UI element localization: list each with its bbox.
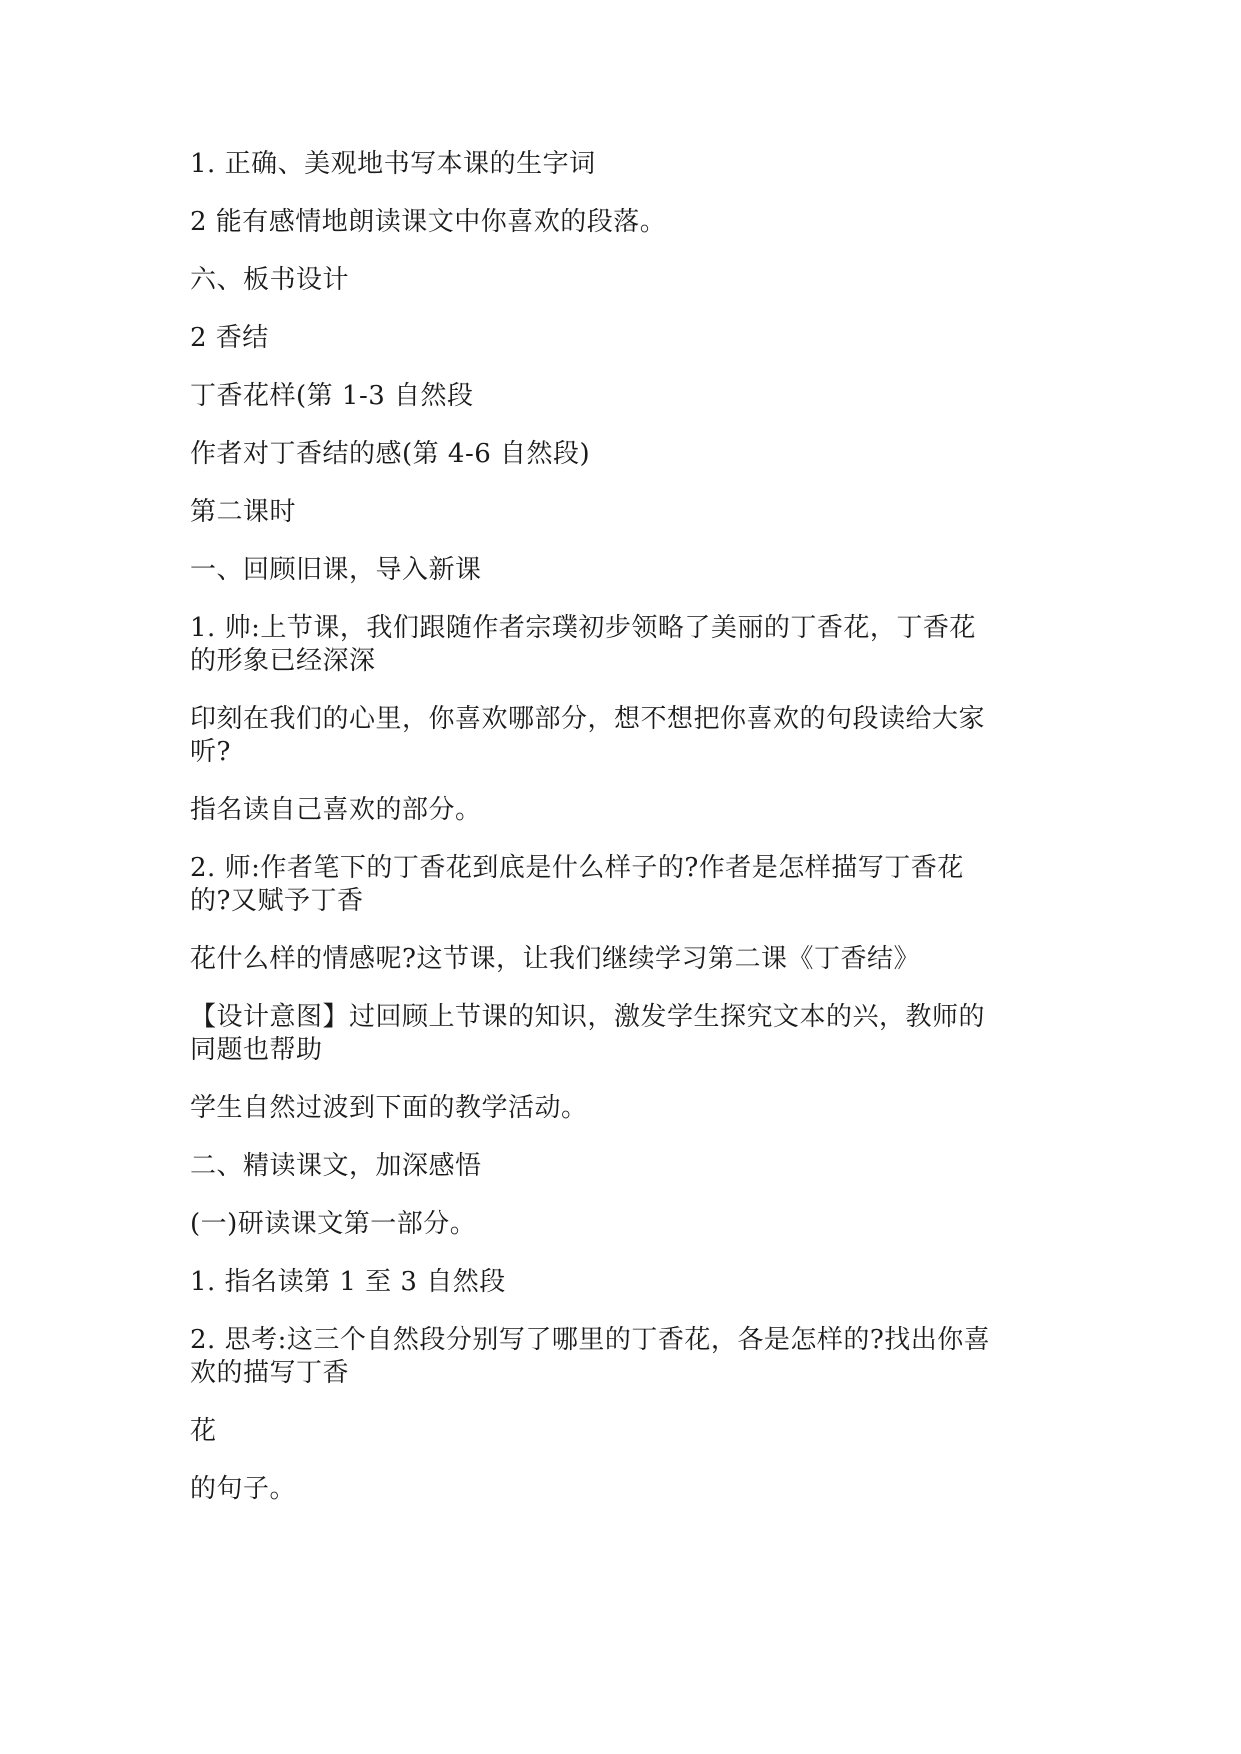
text-line: 的形象已经深深	[190, 646, 376, 676]
paragraph	[190, 1001, 1060, 1067]
paragraph	[190, 380, 1060, 413]
paragraph	[190, 264, 1060, 297]
text-line: 二、精读课文，加深感悟	[190, 1151, 482, 1181]
text-line: 同题也帮助	[190, 1035, 323, 1065]
paragraph	[190, 438, 1060, 471]
text-line: 【设计意图】过回顾上节课的知识，激发学生探究文本的兴，教师的	[190, 1002, 986, 1032]
text-line: 丁香花样(第 1-3 自然段	[190, 381, 474, 411]
paragraph	[190, 1473, 1060, 1506]
paragraph	[190, 496, 1060, 529]
text-line: 一、回顾旧课，导入新课	[190, 555, 482, 585]
paragraph	[190, 1092, 1060, 1125]
text-line: 的句子。	[190, 1474, 297, 1504]
paragraph	[190, 852, 1060, 918]
paragraph	[190, 794, 1060, 827]
document-body	[190, 148, 1060, 1531]
text-line: (一)研读课文第一部分。	[190, 1209, 477, 1239]
paragraph	[190, 1324, 1060, 1390]
text-line: 第二课时	[190, 497, 297, 527]
paragraph	[190, 148, 1060, 181]
text-line: 1. 指名读第 1 至 3 自然段	[190, 1267, 506, 1297]
text-line: 印刻在我们的心里，你喜欢哪部分，想不想把你喜欢的句段读给大家	[190, 704, 986, 734]
text-line: 1. 帅:上节课，我们跟随作者宗璞初步领略了美丽的丁香花，丁香花	[190, 613, 976, 643]
text-line: 1. 正确、美观地书写本课的生字词	[190, 149, 596, 179]
paragraph	[190, 1150, 1060, 1183]
text-line: 学生自然过波到下面的教学活动。	[190, 1093, 588, 1123]
paragraph	[190, 612, 1060, 678]
text-line: 2 能有感情地朗读课文中你喜欢的段落。	[190, 207, 667, 237]
paragraph	[190, 703, 1060, 769]
text-line: 花	[190, 1416, 217, 1446]
paragraph	[190, 1415, 1060, 1448]
paragraph	[190, 1266, 1060, 1299]
paragraph	[190, 554, 1060, 587]
text-line: 的?又赋予丁香	[190, 886, 364, 916]
text-line: 2. 思考:这三个自然段分别写了哪里的丁香花，各是怎样的?找出你喜	[190, 1325, 991, 1355]
text-line: 六、板书设计	[190, 265, 350, 295]
text-line: 欢的描写丁香	[190, 1358, 350, 1388]
text-line: 2 香结	[190, 323, 269, 353]
text-line: 2. 师:作者笔下的丁香花到底是什么样子的?作者是怎样描写丁香花	[190, 853, 964, 883]
paragraph	[190, 322, 1060, 355]
paragraph	[190, 1208, 1060, 1241]
paragraph	[190, 943, 1060, 976]
text-line: 花什么样的情感呢?这节课，让我们继续学习第二课《丁香结》	[190, 944, 920, 974]
text-line: 作者对丁香结的感(第 4-6 自然段)	[190, 439, 591, 469]
paragraph	[190, 206, 1060, 239]
text-line: 听?	[190, 737, 231, 767]
text-line: 指名读自己喜欢的部分。	[190, 795, 482, 825]
